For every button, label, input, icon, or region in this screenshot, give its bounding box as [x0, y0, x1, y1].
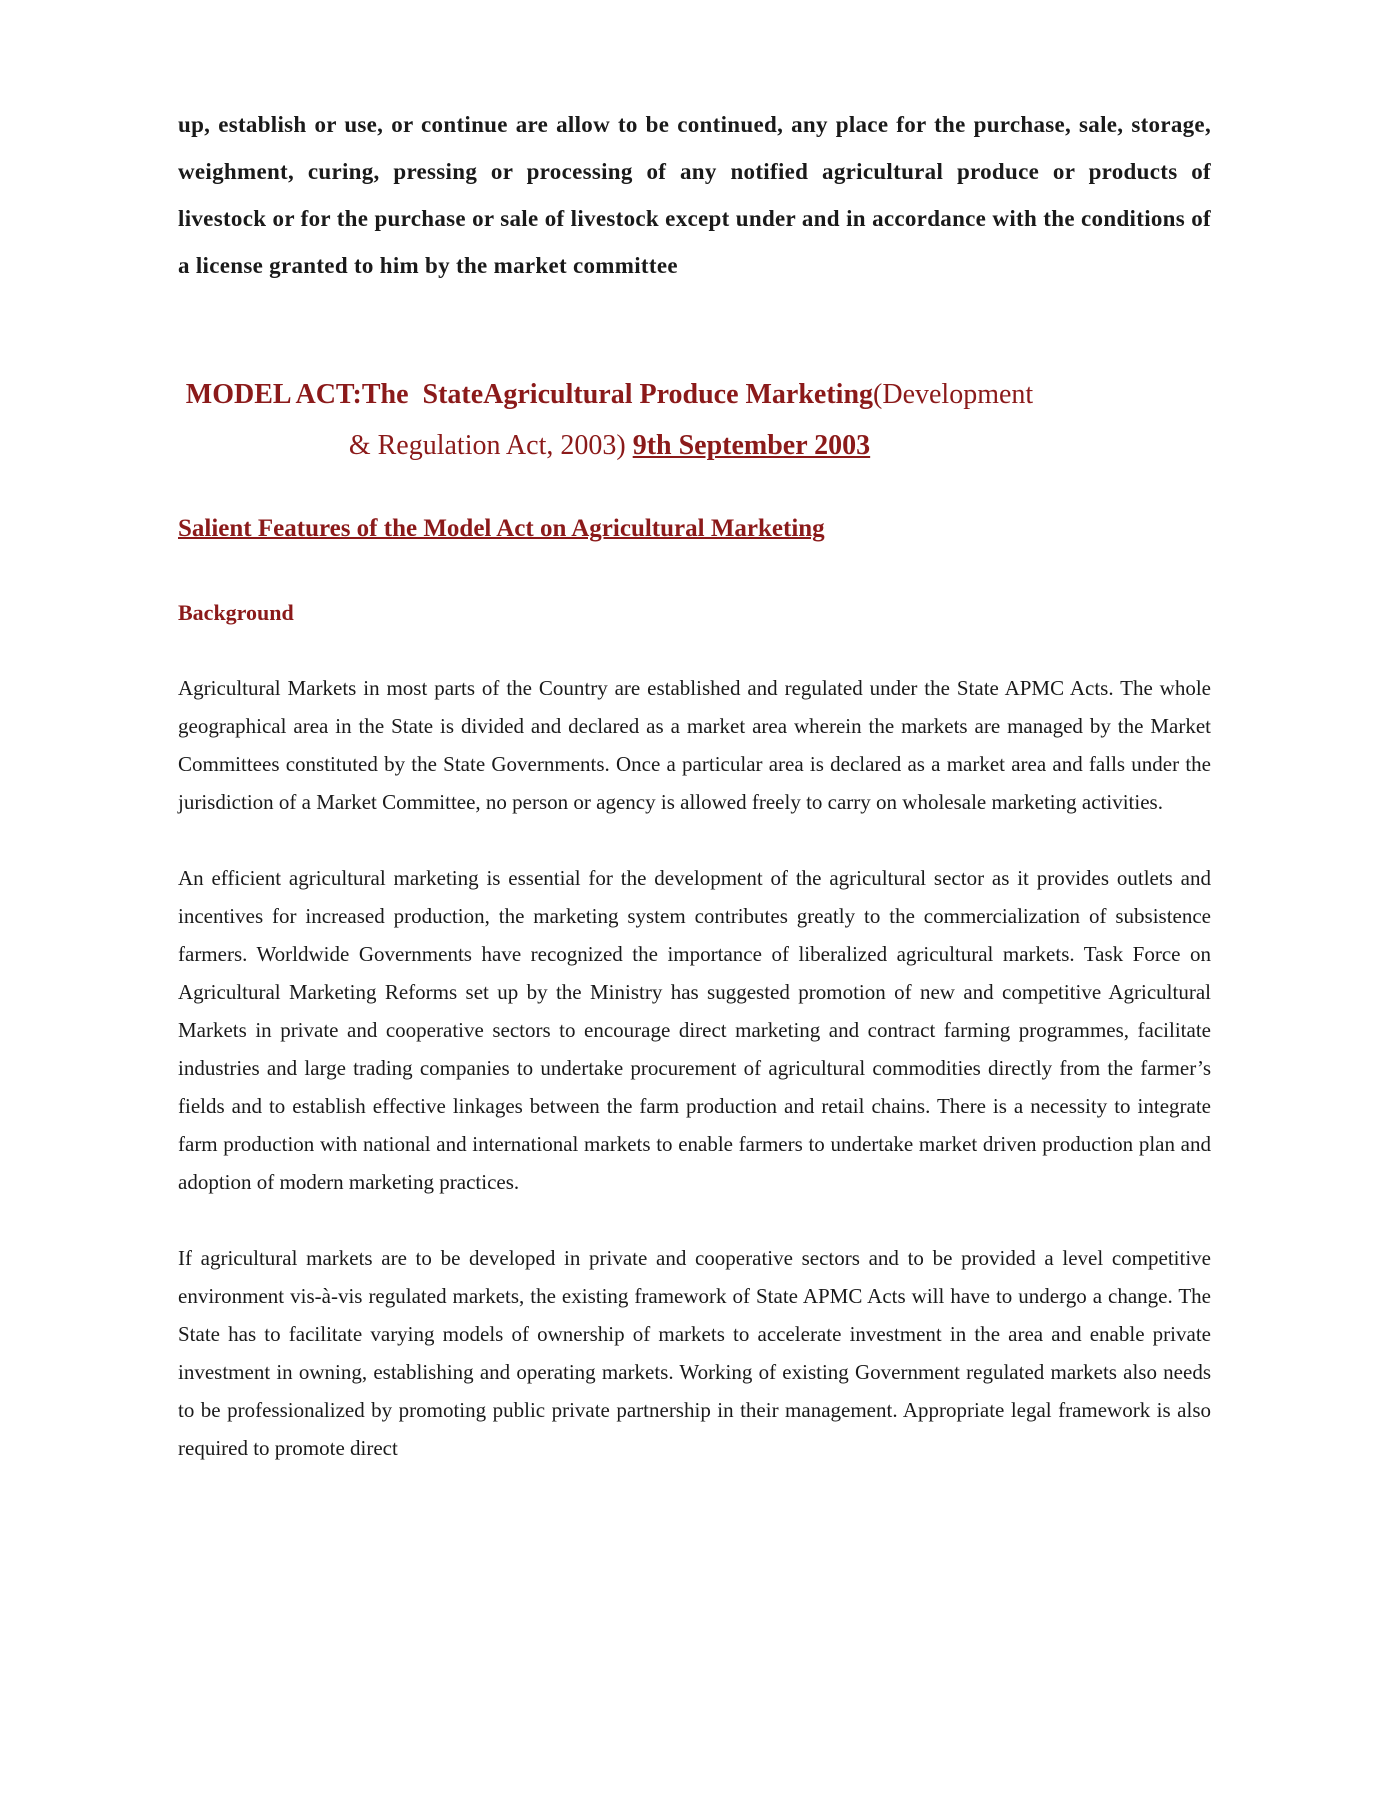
title-line1-regular-text: (Development [873, 379, 1034, 410]
section-heading-salient-features: Salient Features of the Model Act on Agricultural Marketing [178, 515, 825, 542]
subsection-heading-background: Background [178, 600, 294, 625]
background-paragraph-1: Agricultural Markets in most parts of the Country are established and regulated under the State APMC Acts. The whole geographical area in the State is divided and declared as a market area wherein the markets are managed by the Market Committees constituted by the State Governments. Once a particular area is declared as a market area and falls under the jurisdiction of a Market Committee, no person or agency is allowed freely to carry on wholesale marketing activities. [178, 676, 1211, 814]
document-title-line-2 [178, 420, 1041, 471]
background-paragraph-3: If agricultural markets are to be developed in private and cooperative sectors and to be provided a level competitive environment vis-à-vis regulated markets, the existing framework of State APMC Acts will have to undergo a change. The State has to facilitate varying models of ownership of markets to accelerate investment in the area and enable private investment in owning, establishing and operating markets. Working of existing Government regulated markets also needs to be professionalized by promoting public private partnership in their management. Appropriate legal framework is also required to promote direct [178, 1246, 1211, 1460]
background-paragraph-2: An efficient agricultural marketing is essential for the development of the agricultural sector as it provides outlets and incentives for increased production, the marketing system contributes greatly to the commercialization of subsistence farmers. Worldwide Governments have recognized the importance of liberalized agricultural markets. Task Force on Agricultural Marketing Reforms set up by the Ministry has suggested promotion of new and competitive Agricultural Markets in private and cooperative sectors to encourage direct marketing and contract farming programmes, facilitate industries and large trading companies to undertake procurement of agricultural commodities directly from the farmer’s fields and to establish effective linkages between the farm production and retail chains. There is a necessity to integrate farm production with national and international markets to enable farmers to undertake market driven production plan and adoption of modern marketing practices. [178, 866, 1211, 1194]
document-title-line-1 [178, 369, 1041, 420]
title-line2-regular-text: & Regulation Act, 2003) [348, 430, 633, 461]
document-title [178, 369, 1041, 471]
intro-paragraph: up, establish or use, or continue are allow to be continued, any place for the purchase, sale, storage, weighment, curing, pressing or processing of any notified agricultural produce or products of livestock or for the purchase or sale of livestock except under and in accordance with the conditions of a license granted to him by the market committee [178, 112, 1211, 278]
title-line1-bold-text: MODEL ACT:The StateAgricultural Produce Marketing [185, 379, 874, 410]
title-date-underlined: 9th September 2003 [632, 430, 871, 461]
